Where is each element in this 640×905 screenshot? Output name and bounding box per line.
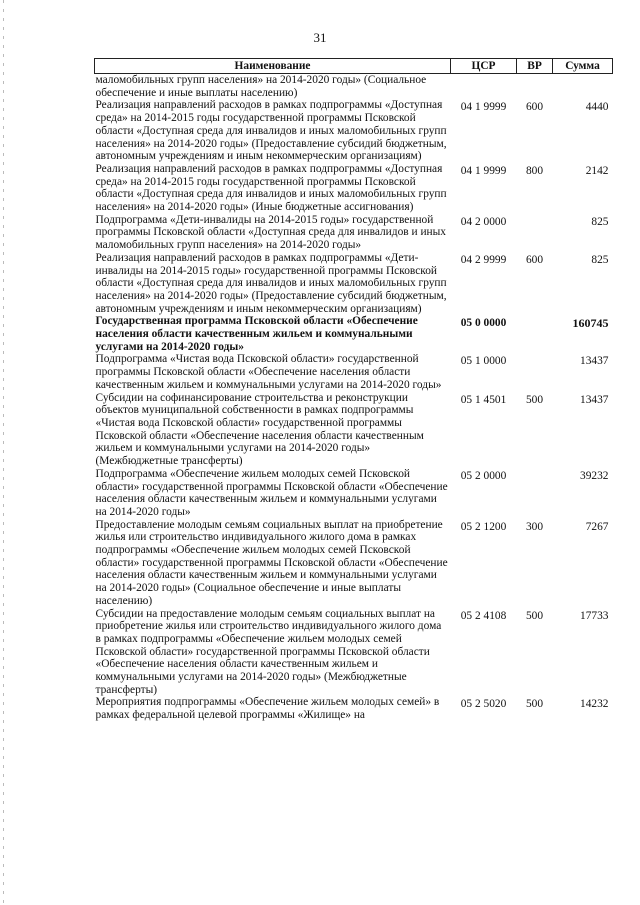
row-vr <box>517 214 553 252</box>
row-csr <box>451 74 517 100</box>
row-csr: 05 2 0000 <box>460 469 507 482</box>
table-row <box>95 163 613 214</box>
header-name: Наименование <box>95 59 451 74</box>
row-vr: 500 <box>525 609 544 622</box>
row-name: Реализация направлений расходов в рамках подпрограммы «Доступная среда» на 2014-2015 годы государственной программы Псковской области «Доступная среда для инвалидов и иных маломобильных групп населения» на 2014-2020 годы» (Предоставление субсидий бюджетным, автономным учреждениям и иным некоммерческим организациям) <box>95 99 447 163</box>
row-name: Подпрограмма «Обеспечение жильем молодых семей Псковской области» государственной программы Псковской области «Обеспечение населения области качественным жильем и коммунальными услугами на 2014-2020 годы» <box>95 467 448 518</box>
table-row <box>95 214 613 252</box>
row-name: Реализация направлений расходов в рамках подпрограммы «Доступная среда» на 2014-2015 годы государственной программы Псковской области «Доступная среда для инвалидов и иных маломобильных групп населения» на 2014-2020 годы» (Иные бюджетные ассигнования) <box>95 162 447 214</box>
row-sum: 4440 <box>585 101 609 114</box>
row-vr <box>517 468 553 519</box>
table-row <box>95 353 613 391</box>
row-name: Подпрограмма «Чистая вода Псковской области» государственной программы Псковской области «Обеспечение населения области качественным жильем и коммунальными услугами на 2014-2020 годы» <box>95 353 442 391</box>
row-vr: 600 <box>525 253 544 266</box>
row-name: Подпрограмма «Дети-инвалиды на 2014-2015 годы» государственной программы Псковской области «Доступная среда для инвалидов и иных маломобильных групп населения» на 2014-2020 годы» <box>95 213 446 252</box>
row-vr: 600 <box>525 101 544 114</box>
row-sum: 39232 <box>580 469 609 482</box>
table-row <box>95 74 613 100</box>
table-row <box>95 99 613 163</box>
row-vr: 500 <box>525 698 544 711</box>
row-name: Субсидии на предоставление молодым семьям социальных выплат на приобретение жилья или строительство индивидуального жилого дома в рамках подпрограммы «Обеспечение жильем молодых семей Псковской области» государственной программы Псковской области «Обеспечение населения области качественным жильем и коммунальными услугами на 2014-2020 годы» (Межбюджетные трансферты) <box>95 607 442 696</box>
row-csr: 04 1 9999 <box>460 101 507 114</box>
row-csr: 05 0 0000 <box>460 317 507 330</box>
row-vr <box>517 74 553 100</box>
row-sum: 825 <box>591 253 609 266</box>
row-name: Предоставление молодым семьям социальных выплат на приобретение жилья или строительство индивидуального жилого дома в рамках подпрограммы «Обеспечение жильем молодых семей Псковской области» государственной программы Псковской области «Обеспечение населения области качественным жильем и коммунальными услугами на 2014-2020 годы» (Социальное обеспечение и иные выплаты населению) <box>95 518 448 607</box>
table-row <box>95 696 613 721</box>
row-vr: 500 <box>525 393 544 406</box>
row-sum: 13437 <box>580 393 609 406</box>
scan-left-edge <box>3 0 4 905</box>
row-sum: 13437 <box>580 355 609 368</box>
row-csr: 05 2 5020 <box>460 698 507 711</box>
row-csr: 05 2 1200 <box>460 520 507 533</box>
budget-table <box>94 58 613 722</box>
header-row <box>95 59 613 74</box>
row-csr: 04 2 0000 <box>460 215 507 228</box>
header-csr: ЦСР <box>451 59 517 74</box>
row-sum: 2142 <box>585 164 609 177</box>
row-csr: 05 1 4501 <box>460 393 507 406</box>
row-vr: 800 <box>525 164 544 177</box>
row-name: Субсидии на софинансирование строительства и реконструкции объектов муниципальной собственности в рамках подпрограммы «Чистая вода Псковской области» государственной программы Псковской области «Обеспечение населения области качественным жильем и коммунальными услугами на 2014-2020 годы» (Межбюджетные трансферты) <box>95 391 424 468</box>
row-vr <box>517 353 553 391</box>
row-name: Реализация направлений расходов в рамках подпрограммы «Дети-инвалиды на 2014-2015 годы» государственной программы Псковской области «Доступная среда для инвалидов и иных маломобильных групп населения» на 2014-2020 годы» (Предоставление субсидий бюджетным, автономным учреждениям и иным некоммерческим организациям) <box>95 251 447 315</box>
row-name: Государственная программа Псковской области «Обеспечение населения области качественным жильем и коммунальными услугами на 2014-2020 годы» <box>95 315 418 353</box>
row-name: маломобильных групп населения» на 2014-2020 годы» (Социальное обеспечение и иные выплаты населению) <box>95 74 427 99</box>
table-row <box>95 608 613 697</box>
row-sum: 825 <box>591 215 609 228</box>
row-name: Мероприятия подпрограммы «Обеспечение жильем молодых семей» в рамках федеральной целевой программы «Жилище» на <box>95 696 440 722</box>
table-row <box>95 252 613 316</box>
row-csr: 05 2 4108 <box>460 609 507 622</box>
row-sum: 7267 <box>585 520 609 533</box>
row-sum: 17733 <box>580 609 609 622</box>
row-vr <box>517 315 553 353</box>
table-body <box>95 74 613 722</box>
row-csr: 04 2 9999 <box>460 253 507 266</box>
header-vr: ВР <box>517 59 553 74</box>
row-csr: 04 1 9999 <box>460 164 507 177</box>
header-sum: Сумма <box>553 59 613 74</box>
page-number: 31 <box>313 30 327 45</box>
row-sum: 160745 <box>572 316 609 331</box>
table-row <box>95 519 613 608</box>
table-row <box>95 468 613 519</box>
row-vr: 300 <box>525 520 544 533</box>
row-sum <box>553 74 613 100</box>
table-header <box>95 59 613 74</box>
row-csr: 05 1 0000 <box>460 355 507 368</box>
table-row <box>95 392 613 468</box>
row-sum: 14232 <box>580 698 609 711</box>
table-row-program <box>95 315 613 353</box>
